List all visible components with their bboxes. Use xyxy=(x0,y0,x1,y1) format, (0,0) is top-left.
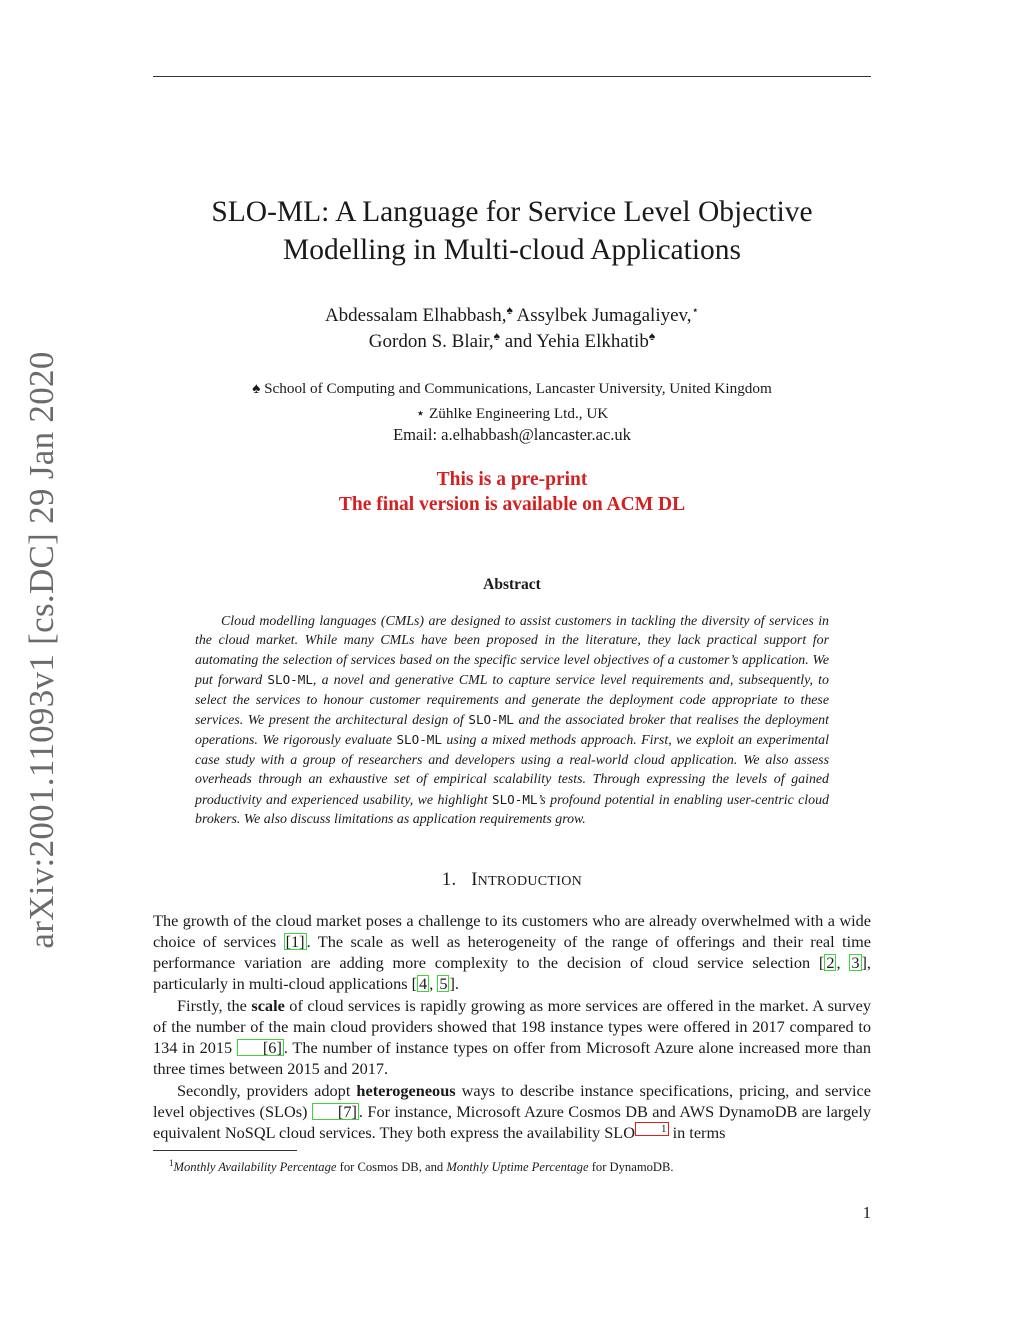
text-run: , xyxy=(429,974,438,993)
affiliation-text: Zühlke Engineering Ltd., UK xyxy=(425,405,609,422)
citation-link[interactable]: 3 xyxy=(851,953,860,972)
section-number: 1. xyxy=(441,870,457,890)
affiliations xyxy=(153,376,871,426)
slo-ml-code: SLO-ML xyxy=(396,732,442,748)
preprint-notice xyxy=(153,467,871,517)
author-affil-mark: ♠ xyxy=(506,303,513,317)
text-run: The growth of the cloud market poses a challenge to its customers who are already overwhelmed with a wide choice of services xyxy=(153,911,871,951)
author-name: Assylbek Jumagaliyev, xyxy=(512,305,692,326)
footnote-term: Monthly Availability Percentage xyxy=(173,1160,337,1175)
text-run: Secondly, providers adopt xyxy=(177,1081,357,1100)
citation-link[interactable]: [7] xyxy=(312,1103,359,1120)
star-mark-icon: ⋆ xyxy=(415,405,426,422)
section-heading xyxy=(153,870,871,891)
footnote-term: Monthly Uptime Percentage xyxy=(446,1160,589,1175)
footnote-text: for DynamoDB. xyxy=(588,1160,674,1175)
citation-link[interactable]: 5 xyxy=(439,974,448,993)
page-number: 1 xyxy=(862,1203,871,1222)
contact-email: Email: a.elhabbash@lancaster.ac.uk xyxy=(393,425,631,444)
header-rule xyxy=(153,76,871,77)
slo-ml-code: SLO-ML xyxy=(492,791,538,807)
abstract-heading: Abstract xyxy=(483,576,541,593)
preprint-line-1: This is a pre-print xyxy=(436,469,588,490)
text-run: ]. xyxy=(449,974,459,993)
affiliation-1 xyxy=(153,376,871,401)
paragraph xyxy=(153,995,871,1079)
bold-term: scale xyxy=(251,996,285,1015)
text-run: Firstly, the xyxy=(177,996,252,1015)
footnote-link[interactable]: 1 xyxy=(635,1122,669,1136)
paragraph xyxy=(153,910,871,994)
text-run: ways to describe instance specifications, pricing, and service level objectives (SLOs) xyxy=(153,1081,872,1121)
affiliation-text: School of Computing and Communications, Lancaster University, United Kingdom xyxy=(260,380,772,397)
slo-ml-code: SLO-ML xyxy=(267,672,313,688)
author-name: and Yehia Elkhatib xyxy=(500,331,649,352)
bold-term: heterogeneous xyxy=(356,1081,456,1100)
section-title-cap: I xyxy=(471,870,478,890)
author-affil-mark: ♠ xyxy=(493,329,501,343)
paper-title xyxy=(153,193,871,269)
author-name: Gordon S. Blair, xyxy=(368,331,494,352)
abstract-text xyxy=(195,612,829,829)
citation-link[interactable]: [6] xyxy=(237,1039,284,1056)
title-line-2: Modelling in Multi-cloud Applications xyxy=(282,234,742,266)
text-run: . The number of instance types on offer from Microsoft Azure alone increased more than three times between 2015 and 2017. xyxy=(153,1038,871,1078)
footnote-rule xyxy=(153,1150,297,1151)
author-name: Abdessalam Elhabbash, xyxy=(324,305,507,326)
text-run: , xyxy=(836,953,850,972)
text-run: . For instance, Microsoft Azure Cosmos DB and AWS DynamoDB are largely equivalent NoSQL cloud services. They both express the availability SLO xyxy=(153,1102,872,1142)
title-line-1: SLO-ML: A Language for Service Level Objective xyxy=(211,196,813,228)
preprint-line-2: The final version is available on ACM DL xyxy=(338,494,686,515)
citation-link[interactable]: [1] xyxy=(285,932,305,951)
text-run: of cloud services is rapidly growing as more services are offered in the market. A survey of the number of the main cloud providers showed that 198 instance types were offered in 2017 compared to 134 in 2015 xyxy=(153,996,871,1057)
abstract-fragment: Cloud modelling languages (CMLs) are designed to assist customers in tackling the diversity of services in the cloud market. While many CMLs have been proposed in the literature, they lack practical support for automating the selection of services based on the specific service level objectives of a customer’s application. We put forward xyxy=(195,614,829,689)
abstract-fragment: , a novel and generative CML to capture service level requirements and, subsequently, to select the services to honour customer requirements and generate the deployment code appropriate to these services. We present the architectural design of xyxy=(195,673,829,729)
citation-link[interactable]: 2 xyxy=(826,953,835,972)
slo-ml-code: SLO-ML xyxy=(468,712,514,728)
author-line-1 xyxy=(153,303,871,329)
section-title-rest: NTRODUCTION xyxy=(477,874,583,889)
author-list xyxy=(153,303,871,355)
affiliation-2 xyxy=(153,401,871,426)
abstract-fragment: and the associated broker that realises the deployment operations. We rigorously evaluate xyxy=(195,713,829,749)
author-line-2 xyxy=(153,329,871,355)
abstract-fragment: using a mixed methods approach. First, we exploit an experimental case study with a group of researchers and developers using a real-world cloud application. We also assess overheads through an exhaustive set of empirical scalability tests. Through expressing the levels of gained productivity and experienced usability, we highlight xyxy=(195,733,829,808)
author-affil-mark: ♠ xyxy=(648,329,656,343)
spade-mark-icon: ♠ xyxy=(252,380,261,397)
arxiv-stamp: arXiv:2001.11093v1 [cs.DC] 29 Jan 2020 xyxy=(22,351,61,949)
abstract-fragment: ’s profound potential in enabling user-centric cloud brokers. We also discuss limitations as application requirements grow. xyxy=(195,792,829,828)
paragraph xyxy=(153,1080,871,1143)
author-affil-mark: ⋆ xyxy=(691,303,700,317)
text-run: ], particularly in multi-cloud applications [ xyxy=(153,953,871,993)
body-text xyxy=(153,910,871,1143)
text-run: in terms xyxy=(668,1123,726,1142)
footnote-text: for Cosmos DB, and xyxy=(336,1160,447,1175)
footnote xyxy=(153,1155,871,1175)
text-run: . The scale as well as heterogeneity of the range of offerings and their real time performance variation are adding more complexity to the decision of cloud service selection [ xyxy=(153,932,871,972)
footnote-mark: 1 xyxy=(169,1158,174,1168)
citation-link[interactable]: 4 xyxy=(419,974,428,993)
